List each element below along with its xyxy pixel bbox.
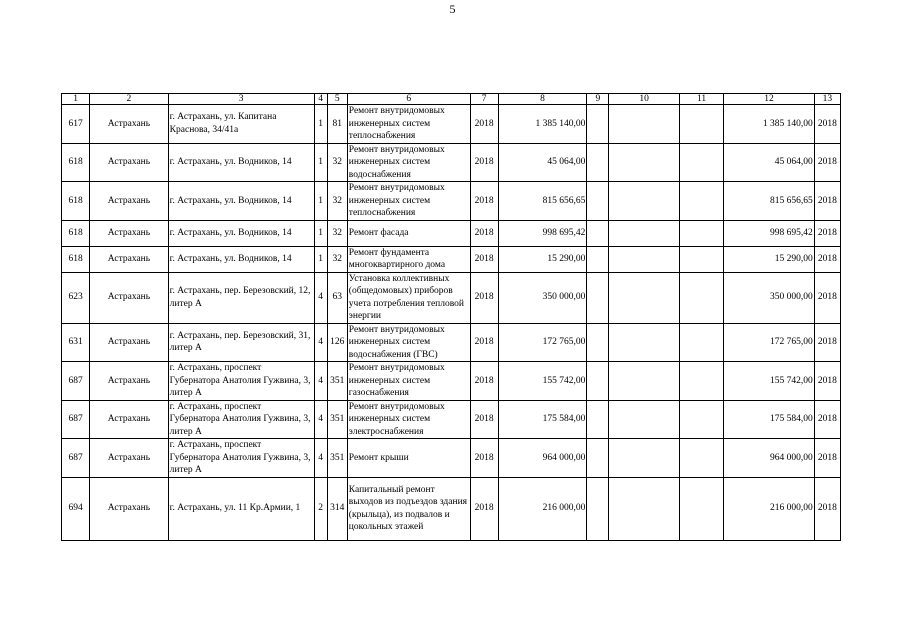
cell-col-7: 2018 [470, 477, 498, 540]
cell-col-13: 2018 [814, 246, 840, 272]
table-row [62, 272, 841, 323]
cell-col-13: 2018 [814, 220, 840, 246]
cell-col-8: 155 742,00 [498, 362, 587, 401]
cell-col-9 [587, 105, 609, 144]
column-header-7: 7 [470, 94, 498, 105]
cell-col-13: 2018 [814, 143, 840, 182]
cell-col-2: Астрахань [90, 143, 169, 182]
cell-col-1: 623 [62, 272, 90, 323]
cell-col-13: 2018 [814, 362, 840, 401]
cell-col-4: 2 [314, 477, 327, 540]
cell-col-7: 2018 [470, 143, 498, 182]
cell-col-3: г. Астрахань, ул. Капитана Краснова, 34/41а [168, 105, 314, 144]
cell-col-1: 687 [62, 400, 90, 439]
cell-col-5: 32 [327, 143, 347, 182]
cell-col-12: 350 000,00 [724, 272, 815, 323]
cell-col-4: 4 [314, 362, 327, 401]
cell-col-11 [679, 272, 723, 323]
cell-col-10 [609, 477, 679, 540]
cell-col-11 [679, 220, 723, 246]
cell-col-12: 172 765,00 [724, 323, 815, 362]
cell-col-12: 45 064,00 [724, 143, 815, 182]
cell-col-7: 2018 [470, 272, 498, 323]
cell-col-10 [609, 272, 679, 323]
cell-col-3: г. Астрахань, ул. Водников, 14 [168, 220, 314, 246]
cell-col-12: 155 742,00 [724, 362, 815, 401]
cell-col-4: 4 [314, 323, 327, 362]
cell-col-4: 1 [314, 143, 327, 182]
cell-col-1: 618 [62, 246, 90, 272]
cell-col-9 [587, 182, 609, 221]
cell-col-9 [587, 400, 609, 439]
cell-col-7: 2018 [470, 400, 498, 439]
cell-col-8: 350 000,00 [498, 272, 587, 323]
column-header-1: 1 [62, 94, 90, 105]
column-header-4: 4 [314, 94, 327, 105]
cell-col-5: 314 [327, 477, 347, 540]
cell-col-5: 351 [327, 400, 347, 439]
cell-col-1: 694 [62, 477, 90, 540]
column-header-11: 11 [679, 94, 723, 105]
cell-col-9 [587, 477, 609, 540]
cell-col-9 [587, 323, 609, 362]
column-header-9: 9 [587, 94, 609, 105]
cell-col-2: Астрахань [90, 400, 169, 439]
cell-col-10 [609, 439, 679, 478]
table-row [62, 439, 841, 478]
cell-col-6: Ремонт фундамента многоквартирного дома [347, 246, 470, 272]
cell-col-13: 2018 [814, 272, 840, 323]
column-header-10: 10 [609, 94, 679, 105]
cell-col-6: Ремонт внутридомовых инженерных систем теплоснабжения [347, 105, 470, 144]
table-header [62, 94, 841, 105]
cell-col-9 [587, 143, 609, 182]
cell-col-2: Астрахань [90, 105, 169, 144]
cell-col-3: г. Астрахань, проспект Губернатора Анатолия Гужвина, 3, литер А [168, 362, 314, 401]
cell-col-13: 2018 [814, 182, 840, 221]
cell-col-6: Ремонт фасада [347, 220, 470, 246]
cell-col-10 [609, 143, 679, 182]
cell-col-12: 998 695,42 [724, 220, 815, 246]
column-header-6: 6 [347, 94, 470, 105]
cell-col-13: 2018 [814, 323, 840, 362]
cell-col-2: Астрахань [90, 477, 169, 540]
cell-col-5: 351 [327, 362, 347, 401]
cell-col-4: 4 [314, 439, 327, 478]
cell-col-9 [587, 272, 609, 323]
cell-col-11 [679, 323, 723, 362]
cell-col-9 [587, 362, 609, 401]
table-row [62, 323, 841, 362]
column-header-3: 3 [168, 94, 314, 105]
cell-col-3: г. Астрахань, ул. 11 Кр.Армии, 1 [168, 477, 314, 540]
header-row [62, 94, 841, 105]
cell-col-8: 964 000,00 [498, 439, 587, 478]
cell-col-8: 998 695,42 [498, 220, 587, 246]
cell-col-3: г. Астрахань, пер. Березовский, 31, литер А [168, 323, 314, 362]
cell-col-10 [609, 400, 679, 439]
cell-col-2: Астрахань [90, 439, 169, 478]
cell-col-9 [587, 246, 609, 272]
cell-col-8: 1 385 140,00 [498, 105, 587, 144]
cell-col-9 [587, 439, 609, 478]
cell-col-3: г. Астрахань, ул. Водников, 14 [168, 246, 314, 272]
cell-col-6: Установка коллективных (общедомовых) приборов учета потребления тепловой энергии [347, 272, 470, 323]
column-header-8: 8 [498, 94, 587, 105]
cell-col-3: г. Астрахань, ул. Водников, 14 [168, 143, 314, 182]
cell-col-3: г. Астрахань, проспект Губернатора Анатолия Гужвина, 3, литер А [168, 400, 314, 439]
column-header-5: 5 [327, 94, 347, 105]
table-body [62, 105, 841, 541]
cell-col-7: 2018 [470, 439, 498, 478]
cell-col-6: Ремонт крыши [347, 439, 470, 478]
cell-col-12: 216 000,00 [724, 477, 815, 540]
cell-col-1: 618 [62, 220, 90, 246]
cell-col-12: 175 584,00 [724, 400, 815, 439]
cell-col-10 [609, 362, 679, 401]
table-row [62, 220, 841, 246]
cell-col-10 [609, 105, 679, 144]
table-row [62, 400, 841, 439]
repair-table [61, 93, 841, 541]
cell-col-7: 2018 [470, 105, 498, 144]
cell-col-5: 81 [327, 105, 347, 144]
cell-col-2: Астрахань [90, 246, 169, 272]
cell-col-1: 618 [62, 182, 90, 221]
cell-col-11 [679, 362, 723, 401]
cell-col-6: Ремонт внутридомовых инженерных систем водоснабжения (ГВС) [347, 323, 470, 362]
cell-col-8: 15 290,00 [498, 246, 587, 272]
cell-col-5: 351 [327, 439, 347, 478]
cell-col-8: 815 656,65 [498, 182, 587, 221]
cell-col-12: 964 000,00 [724, 439, 815, 478]
cell-col-11 [679, 143, 723, 182]
cell-col-6: Ремонт внутридомовых инженерных систем электроснабжения [347, 400, 470, 439]
cell-col-2: Астрахань [90, 220, 169, 246]
cell-col-4: 1 [314, 220, 327, 246]
cell-col-8: 175 584,00 [498, 400, 587, 439]
cell-col-7: 2018 [470, 362, 498, 401]
cell-col-10 [609, 246, 679, 272]
cell-col-1: 617 [62, 105, 90, 144]
cell-col-13: 2018 [814, 400, 840, 439]
cell-col-6: Капитальный ремонт выходов из подъездов здания (крыльца), из подвалов и цокольных этажей [347, 477, 470, 540]
cell-col-11 [679, 477, 723, 540]
cell-col-11 [679, 105, 723, 144]
cell-col-10 [609, 220, 679, 246]
cell-col-6: Ремонт внутридомовых инженерных систем газоснабжения [347, 362, 470, 401]
cell-col-3: г. Астрахань, ул. Водников, 14 [168, 182, 314, 221]
cell-col-1: 687 [62, 362, 90, 401]
cell-col-9 [587, 220, 609, 246]
column-header-13: 13 [814, 94, 840, 105]
cell-col-13: 2018 [814, 477, 840, 540]
cell-col-6: Ремонт внутридомовых инженерных систем водоснабжения [347, 143, 470, 182]
cell-col-11 [679, 400, 723, 439]
cell-col-4: 4 [314, 400, 327, 439]
cell-col-5: 32 [327, 246, 347, 272]
cell-col-8: 172 765,00 [498, 323, 587, 362]
table-row [62, 182, 841, 221]
cell-col-12: 1 385 140,00 [724, 105, 815, 144]
cell-col-7: 2018 [470, 220, 498, 246]
cell-col-4: 1 [314, 105, 327, 144]
cell-col-2: Астрахань [90, 272, 169, 323]
table-row [62, 143, 841, 182]
cell-col-7: 2018 [470, 323, 498, 362]
cell-col-10 [609, 323, 679, 362]
cell-col-5: 126 [327, 323, 347, 362]
cell-col-12: 15 290,00 [724, 246, 815, 272]
cell-col-7: 2018 [470, 246, 498, 272]
table-row [62, 105, 841, 144]
column-header-12: 12 [724, 94, 815, 105]
cell-col-1: 687 [62, 439, 90, 478]
cell-col-6: Ремонт внутридомовых инженерных систем теплоснабжения [347, 182, 470, 221]
cell-col-12: 815 656,65 [724, 182, 815, 221]
cell-col-2: Астрахань [90, 182, 169, 221]
cell-col-2: Астрахань [90, 323, 169, 362]
cell-col-13: 2018 [814, 105, 840, 144]
cell-col-5: 32 [327, 220, 347, 246]
cell-col-1: 631 [62, 323, 90, 362]
cell-col-3: г. Астрахань, пер. Березовский, 12, литер А [168, 272, 314, 323]
column-header-2: 2 [90, 94, 169, 105]
cell-col-4: 1 [314, 246, 327, 272]
cell-col-4: 4 [314, 272, 327, 323]
cell-col-7: 2018 [470, 182, 498, 221]
page-number: 5 [449, 2, 456, 16]
cell-col-3: г. Астрахань, проспект Губернатора Анатолия Гужвина, 3, литер А [168, 439, 314, 478]
cell-col-5: 32 [327, 182, 347, 221]
cell-col-11 [679, 182, 723, 221]
table-row [62, 246, 841, 272]
cell-col-2: Астрахань [90, 362, 169, 401]
cell-col-11 [679, 439, 723, 478]
cell-col-11 [679, 246, 723, 272]
table-row [62, 477, 841, 540]
cell-col-13: 2018 [814, 439, 840, 478]
cell-col-4: 1 [314, 182, 327, 221]
cell-col-5: 63 [327, 272, 347, 323]
cell-col-1: 618 [62, 143, 90, 182]
cell-col-8: 216 000,00 [498, 477, 587, 540]
table-row [62, 362, 841, 401]
cell-col-10 [609, 182, 679, 221]
cell-col-8: 45 064,00 [498, 143, 587, 182]
